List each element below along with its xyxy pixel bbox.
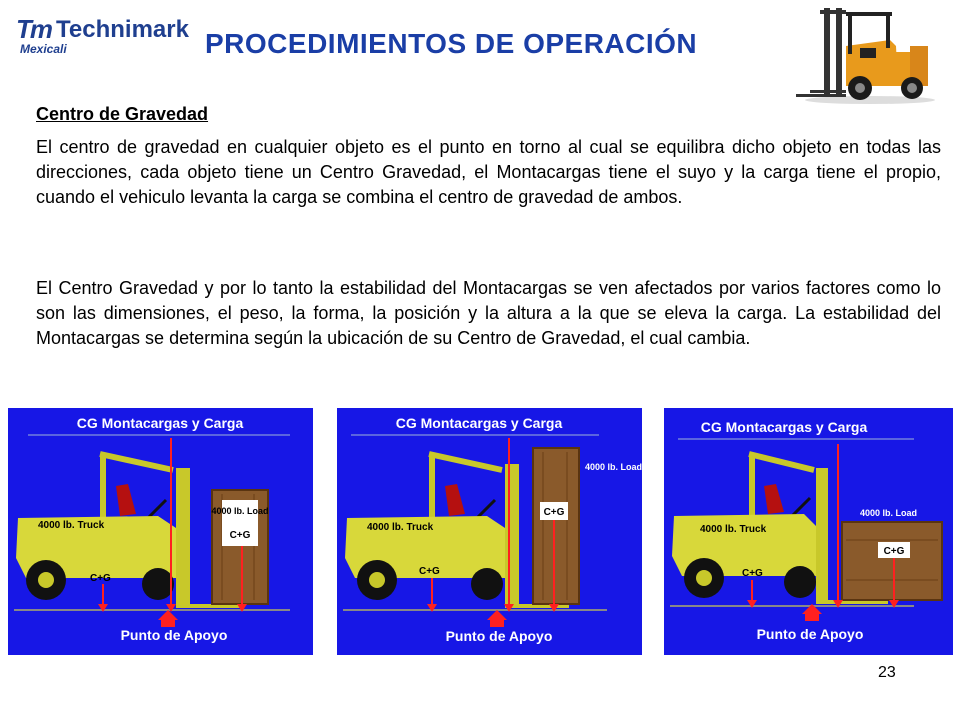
paragraph-1: El centro de gravedad en cualquier objeto es el punto en torno al cual se equilibra dicho objeto en todas las direcciones, cada objeto tiene un Centro Gravedad, el Montacargas tiene el suyo y la carga tiene el propio, cuando el vehiculo levanta la carga se combina el centro de gravedad de ambos. [36, 137, 941, 207]
truck-label: 4000 lb. Truck [700, 524, 767, 535]
fulcrum-label: Punto de Apoyo [756, 626, 864, 642]
section-heading: Centro de Gravedad [36, 104, 209, 124]
load-cg-label: C+G [229, 530, 251, 541]
truck-cg-label: C+G [90, 573, 111, 584]
load-cg-label: C+G [543, 507, 565, 518]
truck-cg-label: C+G [419, 566, 440, 577]
truck-label: 4000 lb. Truck [38, 520, 105, 531]
load-label: 4000 lb. Load [860, 508, 918, 518]
diagram-panel-2 [337, 408, 642, 655]
fulcrum-label: Punto de Apoyo [445, 628, 553, 644]
logo-name: Technimark [56, 16, 189, 43]
paragraph-2: El Centro Gravedad y por lo tanto la estabilidad del Montacargas se ven afectados por varios factores como lo son las dimensiones, el peso, la forma, la posición y la altura a la que se eleva la carga. La estabilidad del Montacargas se determina según la ubicación de su Centro de Gravedad, el cual cambia. [36, 278, 941, 348]
load-label: 4000 lb. Load [211, 506, 269, 516]
logo-subtitle: Mexicali [20, 42, 67, 56]
diagram-panel-3 [664, 408, 953, 655]
load-label: 4000 lb. Load [585, 462, 642, 472]
logo-mark: Tm [16, 14, 51, 44]
forklift-photo [790, 6, 940, 106]
company-logo [16, 14, 196, 58]
page-title: PROCEDIMIENTOS DE OPERACIÓN [205, 28, 698, 59]
diagram-title: CG Montacargas y Carga [76, 415, 244, 431]
page-number: 23 [878, 664, 896, 681]
diagram-title: CG Montacargas y Carga [395, 415, 563, 431]
diagram-title: CG Montacargas y Carga [700, 419, 868, 435]
truck-label: 4000 lb. Truck [367, 522, 434, 533]
truck-cg-label: C+G [742, 568, 763, 579]
fulcrum-label: Punto de Apoyo [120, 627, 228, 643]
load-cg-label: C+G [883, 546, 905, 557]
diagram-panel-1 [8, 408, 313, 655]
